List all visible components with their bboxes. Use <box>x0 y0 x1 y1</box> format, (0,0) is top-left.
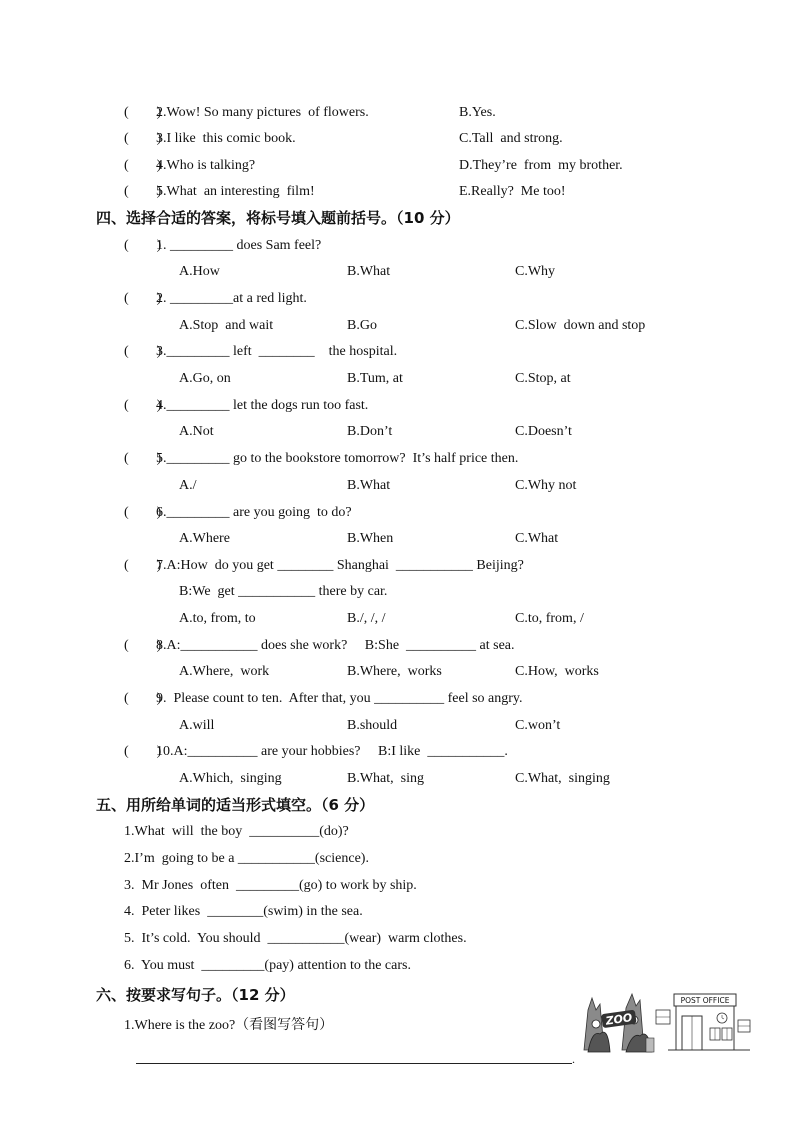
option-a: A.Stop and wait <box>179 318 274 333</box>
option-c: C.Stop, at <box>515 371 571 386</box>
answer-paren[interactable]: ( ) <box>124 105 162 120</box>
question-text: 3.I like this comic book. <box>156 131 296 146</box>
option-a: A.Where <box>179 531 230 546</box>
post-office-illustration <box>668 994 750 1050</box>
option-b: B.When <box>347 531 394 546</box>
question-text: 6._________ are you going to do? <box>156 505 352 520</box>
answer-paren[interactable]: ( ) <box>124 344 162 359</box>
answer-paren[interactable]: ( ) <box>124 638 162 653</box>
fill-blank-item: 3. Mr Jones often _________(go) to work by ship. <box>124 878 417 893</box>
section5-heading: 五、用所给单词的适当形式填空。（6 分） <box>96 796 375 814</box>
option-c: C.Why not <box>515 478 577 493</box>
fill-blank-item: 1.What will the boy __________(do)? <box>124 824 349 839</box>
answer-choice: E.Really? Me too! <box>459 184 566 199</box>
option-c: C.What, singing <box>515 771 610 786</box>
answer-paren[interactable]: ( ) <box>124 505 162 520</box>
answer-choice: B.Yes. <box>459 105 496 120</box>
answer-paren[interactable]: ( ) <box>124 291 162 306</box>
option-b: B.Don’t <box>347 424 393 439</box>
option-c: C.won’t <box>515 718 561 733</box>
answer-write-line[interactable] <box>136 1063 572 1064</box>
option-b: B.Where, works <box>347 664 442 679</box>
answer-paren[interactable]: ( ) <box>124 691 162 706</box>
answer-paren[interactable]: ( ) <box>124 744 162 759</box>
option-b: B./, /, / <box>347 611 386 626</box>
zoo-illustration <box>584 994 654 1052</box>
fill-blank-item: 2.I’m going to be a ___________(science). <box>124 851 369 866</box>
question-text: 4.Who is talking? <box>156 158 256 173</box>
answer-paren[interactable]: ( ) <box>124 184 162 199</box>
question-text: 9. Please count to ten. After that, you __________ feel so angry. <box>156 691 523 706</box>
question-subline: B:We get ___________ there by car. <box>179 584 388 599</box>
answer-paren[interactable]: ( ) <box>124 238 162 253</box>
answer-paren[interactable]: ( ) <box>124 158 162 173</box>
question-text: 2.Wow! So many pictures of flowers. <box>156 105 369 120</box>
option-a: A./ <box>179 478 197 493</box>
end-period: . <box>572 1052 575 1066</box>
option-b: B.should <box>347 718 398 733</box>
option-a: A.Where, work <box>179 664 270 679</box>
question-text: 1. _________ does Sam feel? <box>156 238 322 253</box>
write-sentence-item: 1.Where is the zoo?（看图写答句） <box>124 1018 334 1033</box>
option-c: C.to, from, / <box>515 611 584 626</box>
fill-blank-item: 4. Peter likes ________(swim) in the sea. <box>124 904 363 919</box>
option-b: B.Tum, at <box>347 371 403 386</box>
question-text: 3._________ left ________ the hospital. <box>156 344 398 359</box>
option-a: A.How <box>179 264 220 279</box>
option-c: C.What <box>515 531 559 546</box>
question-text: 5._________ go to the bookstore tomorrow? It’s half price then. <box>156 451 519 466</box>
zoo-post-office-illustration <box>582 990 752 1056</box>
section6-heading: 六、按要求写句子。（12 分） <box>96 986 295 1004</box>
option-b: B.Go <box>347 318 377 333</box>
question-text: 7.A:How do you get ________ Shanghai ___________ Beijing? <box>156 558 524 573</box>
answer-paren[interactable]: ( ) <box>124 451 162 466</box>
question-text: 4._________ let the dogs run too fast. <box>156 398 369 413</box>
answer-paren[interactable]: ( ) <box>124 131 162 146</box>
option-a: A.Go, on <box>179 371 231 386</box>
option-b: B.What <box>347 264 391 279</box>
option-b: B.What, sing <box>347 771 424 786</box>
option-c: C.Why <box>515 264 556 279</box>
fill-blank-item: 5. It’s cold. You should ___________(wear) warm clothes. <box>124 931 467 946</box>
option-c: C.Doesn’t <box>515 424 572 439</box>
question-text: 2. _________at a red light. <box>156 291 307 306</box>
question-text: 10.A:__________ are your hobbies? B:I like ___________. <box>156 744 508 759</box>
option-b: B.What <box>347 478 391 493</box>
answer-choice: D.They’re from my brother. <box>459 158 623 173</box>
section4-heading: 四、选择合适的答案，将标号填入题前括号。（10 分） <box>96 209 460 227</box>
question-text: 5.What an interesting film! <box>156 184 315 199</box>
question-text: 8.A:___________ does she work? B:She __________ at sea. <box>156 638 515 653</box>
option-a: A.to, from, to <box>179 611 256 626</box>
post-office-sign-text: POST OFFICE <box>680 996 730 1005</box>
option-a: A.Which, singing <box>179 771 282 786</box>
zoo-sign-text: ZOO <box>604 1011 634 1028</box>
answer-paren[interactable]: ( ) <box>124 398 162 413</box>
option-c: C.Slow down and stop <box>515 318 646 333</box>
answer-choice: C.Tall and strong. <box>459 131 563 146</box>
option-a: A.Not <box>179 424 214 439</box>
option-a: A.will <box>179 718 215 733</box>
fill-blank-item: 6. You must _________(pay) attention to the cars. <box>124 958 411 973</box>
answer-paren[interactable]: ( ) <box>124 558 162 573</box>
option-c: C.How, works <box>515 664 599 679</box>
